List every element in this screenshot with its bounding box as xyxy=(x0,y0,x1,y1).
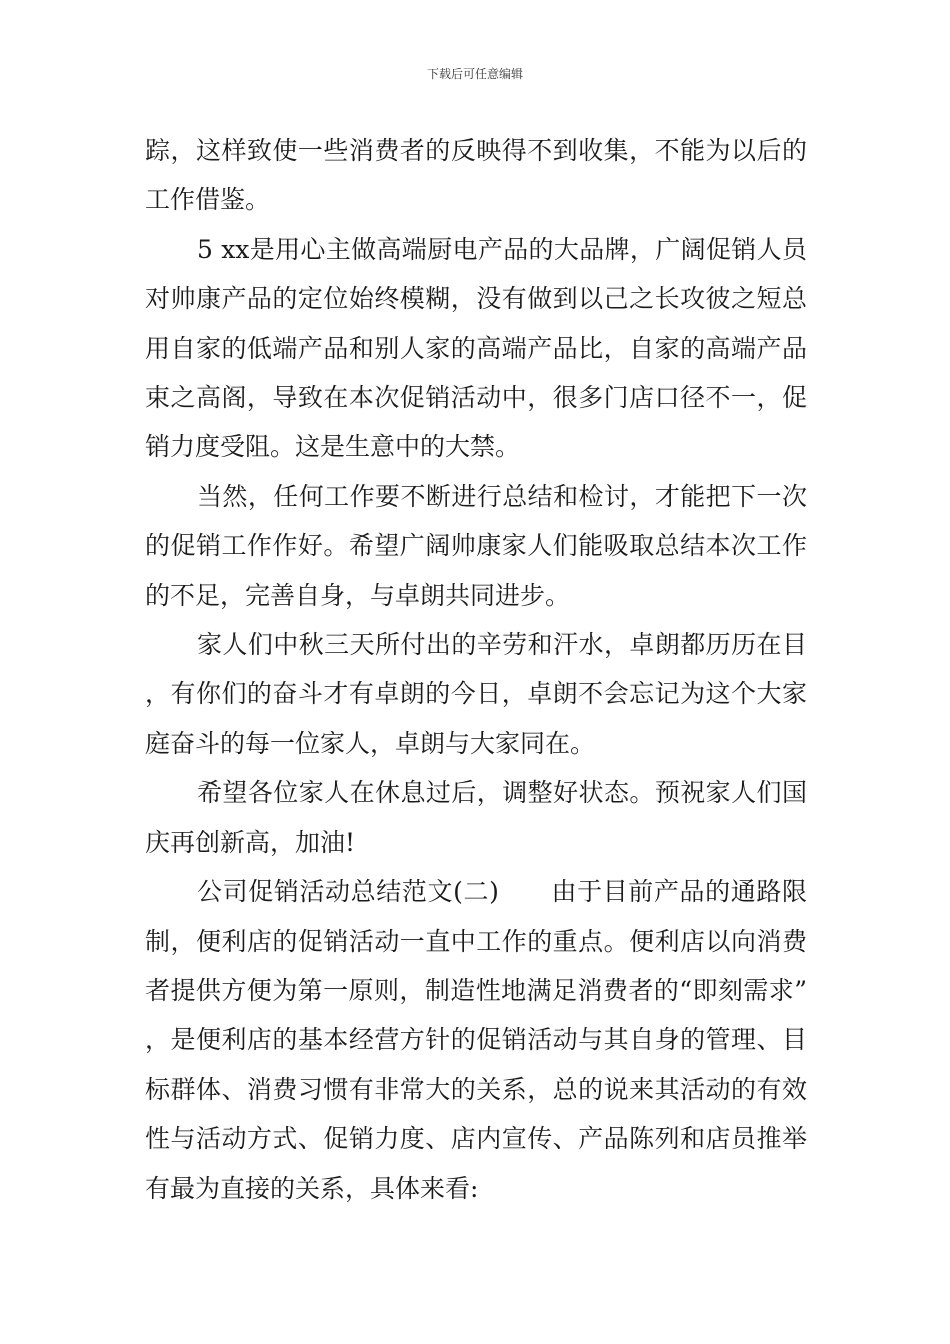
paragraph-thanks: 家人们中秋三天所付出的辛劳和汗水，卓朗都历历在目，有你们的奋斗才有卓朗的今日，卓朗不会忘记为这个大家庭奋斗的每一位家人，卓朗与大家同在。 xyxy=(145,630,807,758)
section-paragraph xyxy=(145,867,807,1213)
paragraph-summary-review: 当然，任何工作要不断进行总结和检讨，才能把下一次的促销工作作好。希望广阔帅康家人们能吸取总结本次工作的不足，完善自身，与卓朗共同进步。 xyxy=(145,481,807,610)
section-title: 公司促销活动总结范文(二) xyxy=(197,877,499,907)
paragraph-brand-positioning: 5 xx是用心主做高端厨电产品的大品牌，广阔促销人员对帅康产品的定位始终模糊，没有做到以己之长攻彼之短总用自家的低端产品和别人家的高端产品比，自家的高端产品束之高阁，导致在本次促销活动中，很多门店口径不一，促销力度受阻。这是生意中的大禁。 xyxy=(145,234,807,462)
paragraph-continuation: 踪，这样致使一些消费者的反映得不到收集，不能为以后的工作借鉴。 xyxy=(145,136,807,215)
page-header: 下载后可任意编辑 xyxy=(426,67,523,81)
document-body xyxy=(145,126,807,1213)
paragraph-wishes: 希望各位家人在休息过后，调整好状态。预祝家人们国庆再创新高，加油! xyxy=(145,778,807,857)
section-body: 由于目前产品的通路限制，便利店的促销活动一直中工作的重点。便利店以向消费者提供方便为第一原则，制造性地满足消费者的“即刻需求”，是便利店的基本经营方针的促销活动与其自身的管理、目标群体、消费习惯有非常大的关系，总的说来其活动的有效性与活动方式、促销力度、店内宣传、产品陈列和店员推举有最为直接的关系，具体来看: xyxy=(145,877,807,1203)
